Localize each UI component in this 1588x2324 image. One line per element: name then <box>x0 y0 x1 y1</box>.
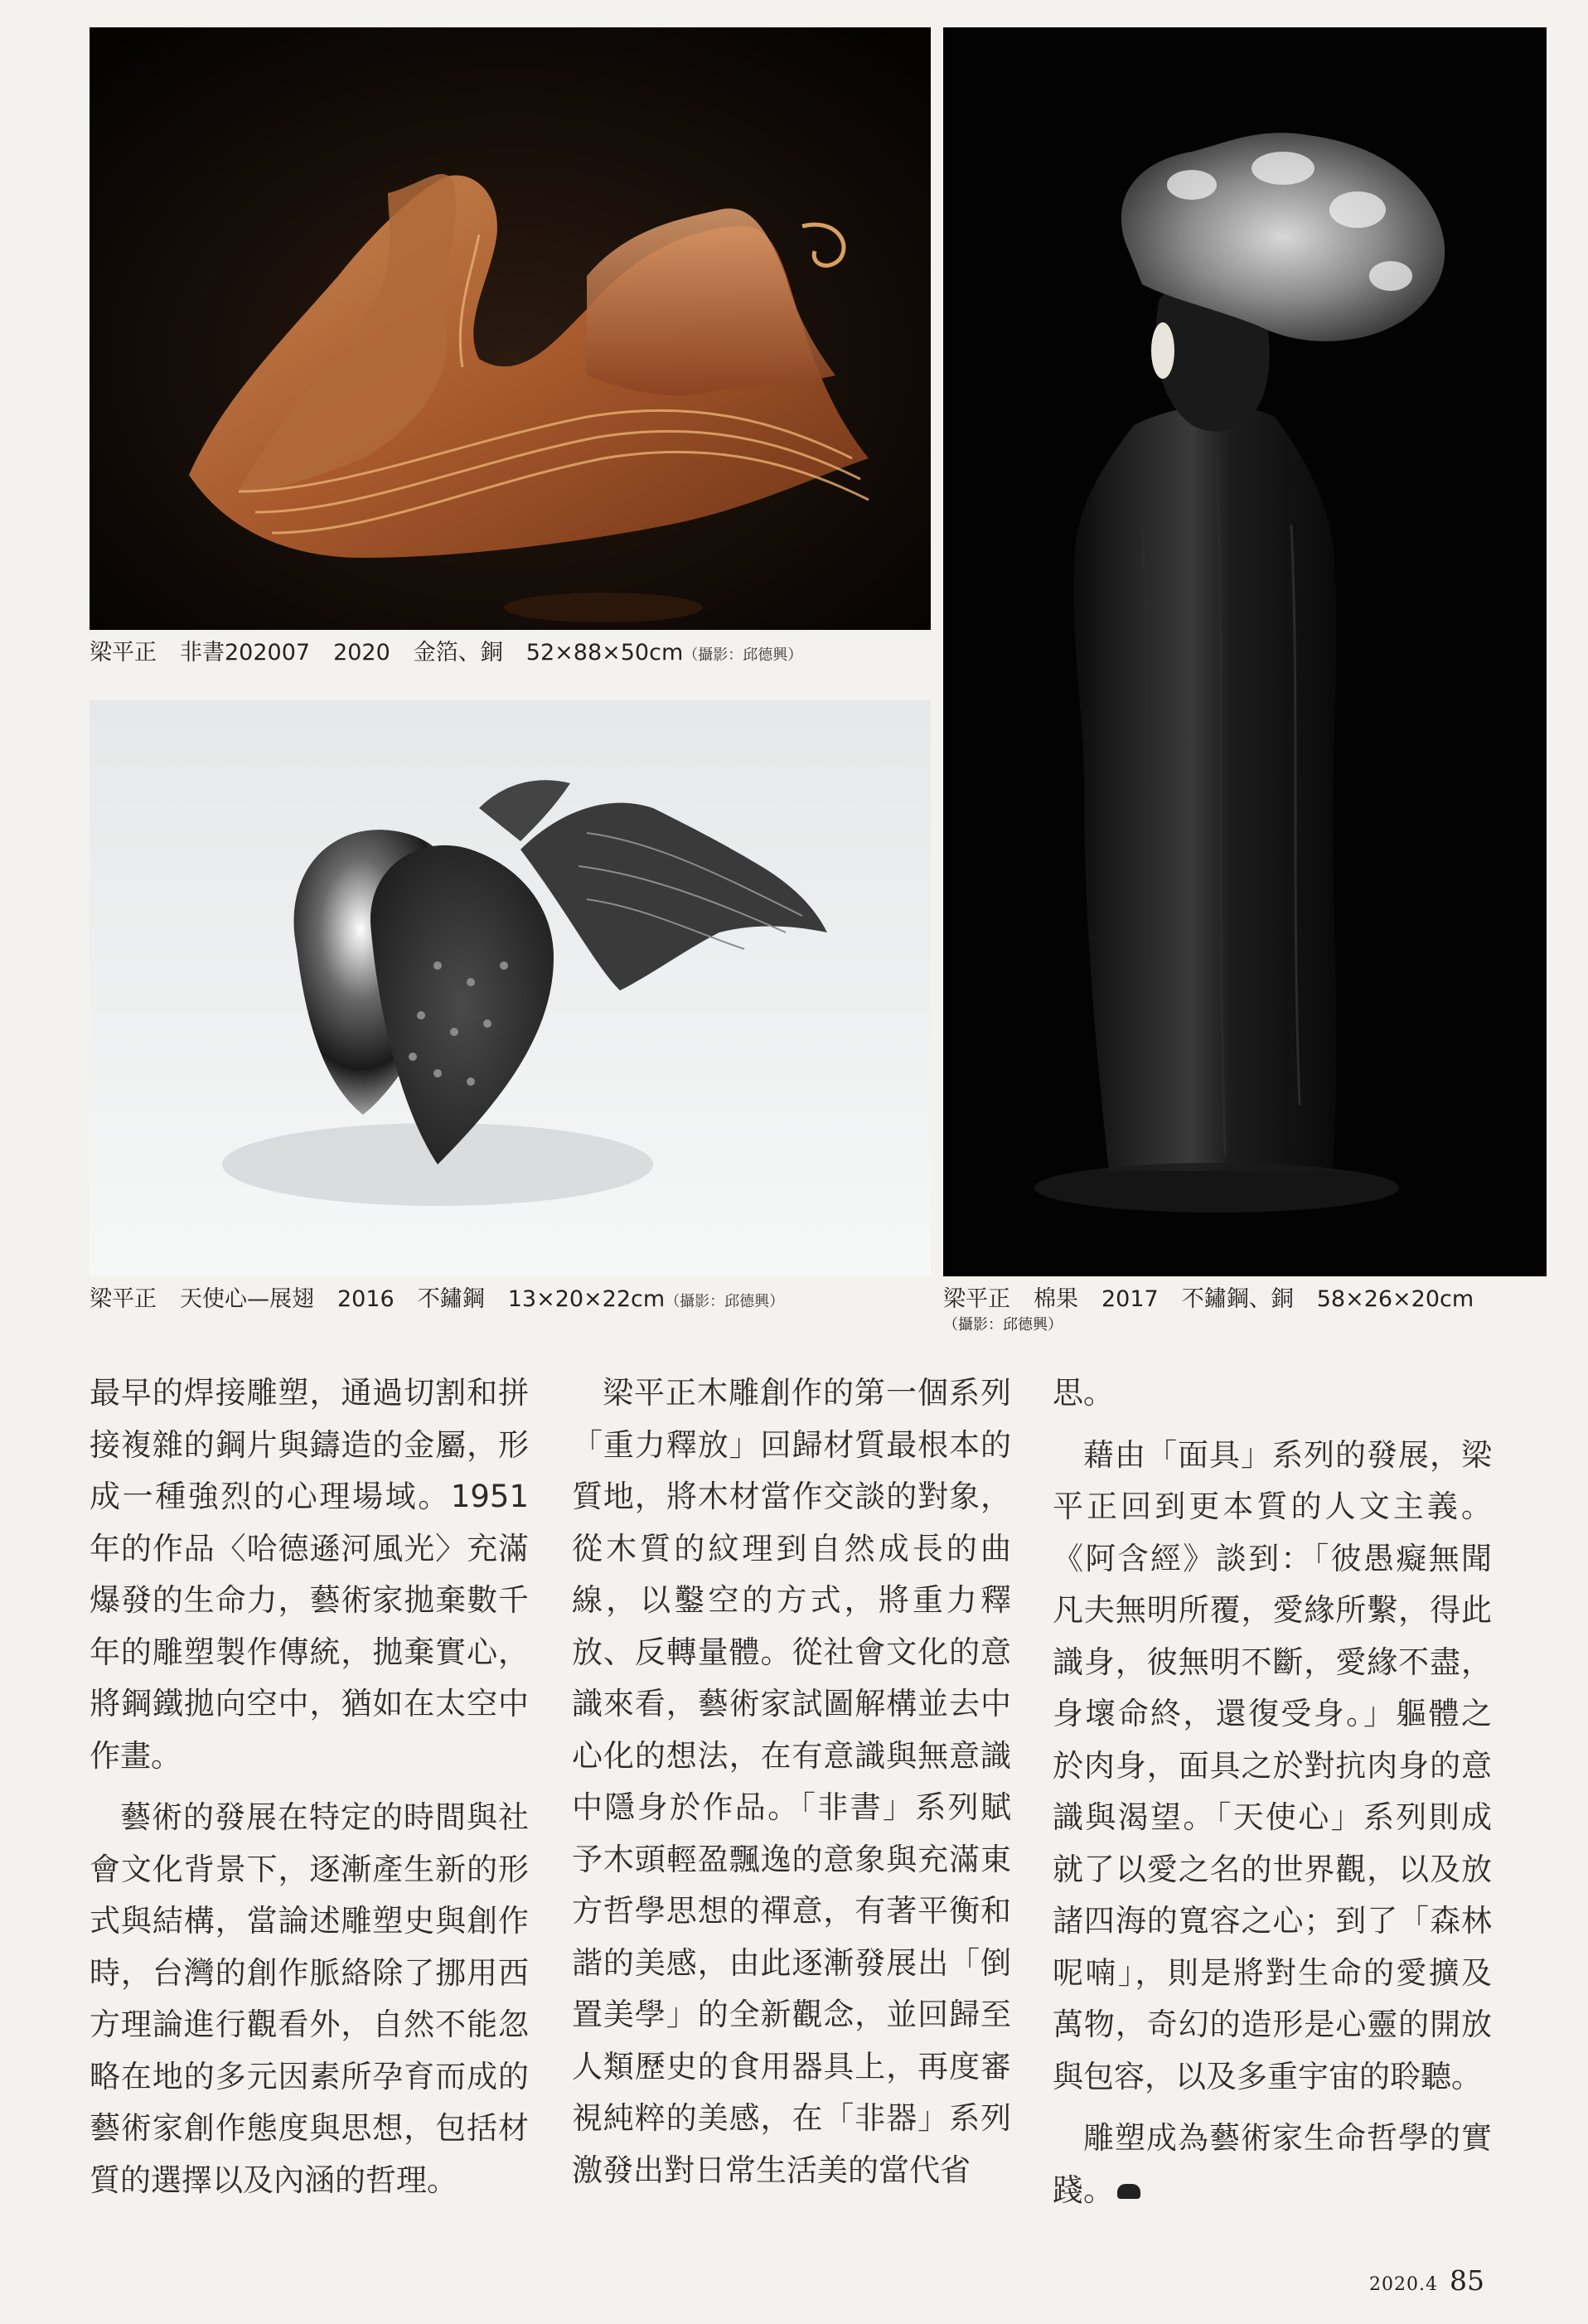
caption-year: 2017 <box>1101 1286 1159 1312</box>
caption-year: 2016 <box>337 1286 395 1312</box>
caption-size: 13×20×22cm <box>507 1286 666 1312</box>
page-number: 85 <box>1450 2264 1484 2297</box>
final-sentence: 雕塑成為藝術家生命哲學的實踐。 <box>1053 2120 1492 2208</box>
sculpture-photo-feishu <box>90 27 931 630</box>
angel-heart-sculpture-image <box>90 700 931 1276</box>
issue-date: 2020.4 <box>1369 2274 1438 2295</box>
body-paragraph-final <box>1053 2113 1492 2216</box>
sculpture-photo-angel-heart <box>90 700 931 1276</box>
caption-feishu <box>90 638 802 671</box>
caption-title: 非書202007 <box>180 640 311 666</box>
page-footer <box>1369 2264 1484 2297</box>
body-paragraph: 藝術的發展在特定的時間與社會文化背景下，逐漸產生新的形式與結構，當論述雕塑史與創作時，台灣的創作脈絡除了挪用西方理論進行觀看外，自然不能忽略在地的多元因素所孕育而成的藝術家創作態度與思想，包括材質的選擇以及內涵的哲理。 <box>90 1799 529 2198</box>
caption-size: 58×26×20cm <box>1316 1286 1474 1312</box>
caption-artist: 梁平正 <box>90 640 157 666</box>
caption-cotton-fruit <box>943 1285 1474 1336</box>
body-paragraph: 藉由「面具」系列的發展，梁平正回到更本質的人文主義。《阿含經》談到：「彼愚癡無聞凡夫無明所覆，愛緣所繫，得此識身，彼無明不斷，愛緣不盡，身壞命終，還復受身。」軀體之於肉身，面具之於對抗肉身的意識與渴望。「天使心」系列則成就了以愛之名的世界觀，以及放諸四海的寬容之心；到了「森林呢喃」，則是將對生命的愛擴及萬物，奇幻的造形是心靈的開放與包容，以及多重宇宙的聆聽。 <box>1053 1436 1492 2094</box>
body-paragraph: 最早的焊接雕塑，通過切割和拼接複雜的鋼片與鑄造的金屬，形成一種強烈的心理場域。1951年的作品〈哈德遜河風光〉充滿爆發的生命力，藝術家拋棄數千年的雕塑製作傳統，拋棄實心，將鋼鐵拋向空中，猶如在太空中作畫。 <box>90 1375 529 1774</box>
body-column-3 <box>1053 1368 1492 2226</box>
caption-credit: （攝影：邱德興） <box>665 1293 785 1310</box>
caption-artist: 梁平正 <box>943 1286 1010 1312</box>
caption-material: 金箔、銅 <box>413 640 503 666</box>
body-paragraph: 梁平正木雕創作的第一個系列「重力釋放」回歸材質最根本的質地，將木材當作交談的對象，從木質的紋理到自然成長的曲線，以鑿空的方式，將重力釋放、反轉量體。從社會文化的意識來看，藝術家試圖解構並去中心化的想法，在有意識與無意識中隱身於作品。「非書」系列賦予木頭輕盈飄逸的意象與充滿東方哲學思想的禪意，有著平衡和諧的美感，由此逐漸發展出「倒置美學」的全新觀念，並回歸至人類歷史的食用器具上，再度審視純粹的美感，在「非器」系列激發出對日常生活美的當代省 <box>572 1375 1011 2188</box>
caption-size: 52×88×50cm <box>525 640 684 666</box>
caption-year: 2020 <box>333 640 390 666</box>
cotton-fruit-sculpture-image <box>943 27 1547 1276</box>
caption-title: 天使心—展翅 <box>180 1286 314 1312</box>
caption-material: 不鏽鋼 <box>417 1286 485 1312</box>
body-column-2 <box>572 1368 1011 2206</box>
caption-credit: （攝影：邱德興） <box>943 1316 1063 1334</box>
feishu-sculpture-image <box>90 27 931 630</box>
body-paragraph: 思。 <box>1053 1375 1114 1411</box>
caption-title: 棉果 <box>1034 1286 1078 1312</box>
caption-material: 不鏽鋼、銅 <box>1181 1286 1294 1312</box>
caption-angel-heart <box>90 1285 784 1317</box>
body-column-1 <box>90 1368 529 2216</box>
end-mark-icon <box>1117 2184 1140 2199</box>
caption-credit: （攝影：邱德興） <box>683 646 803 664</box>
caption-artist: 梁平正 <box>90 1286 157 1312</box>
sculpture-photo-cotton-fruit <box>943 27 1547 1276</box>
